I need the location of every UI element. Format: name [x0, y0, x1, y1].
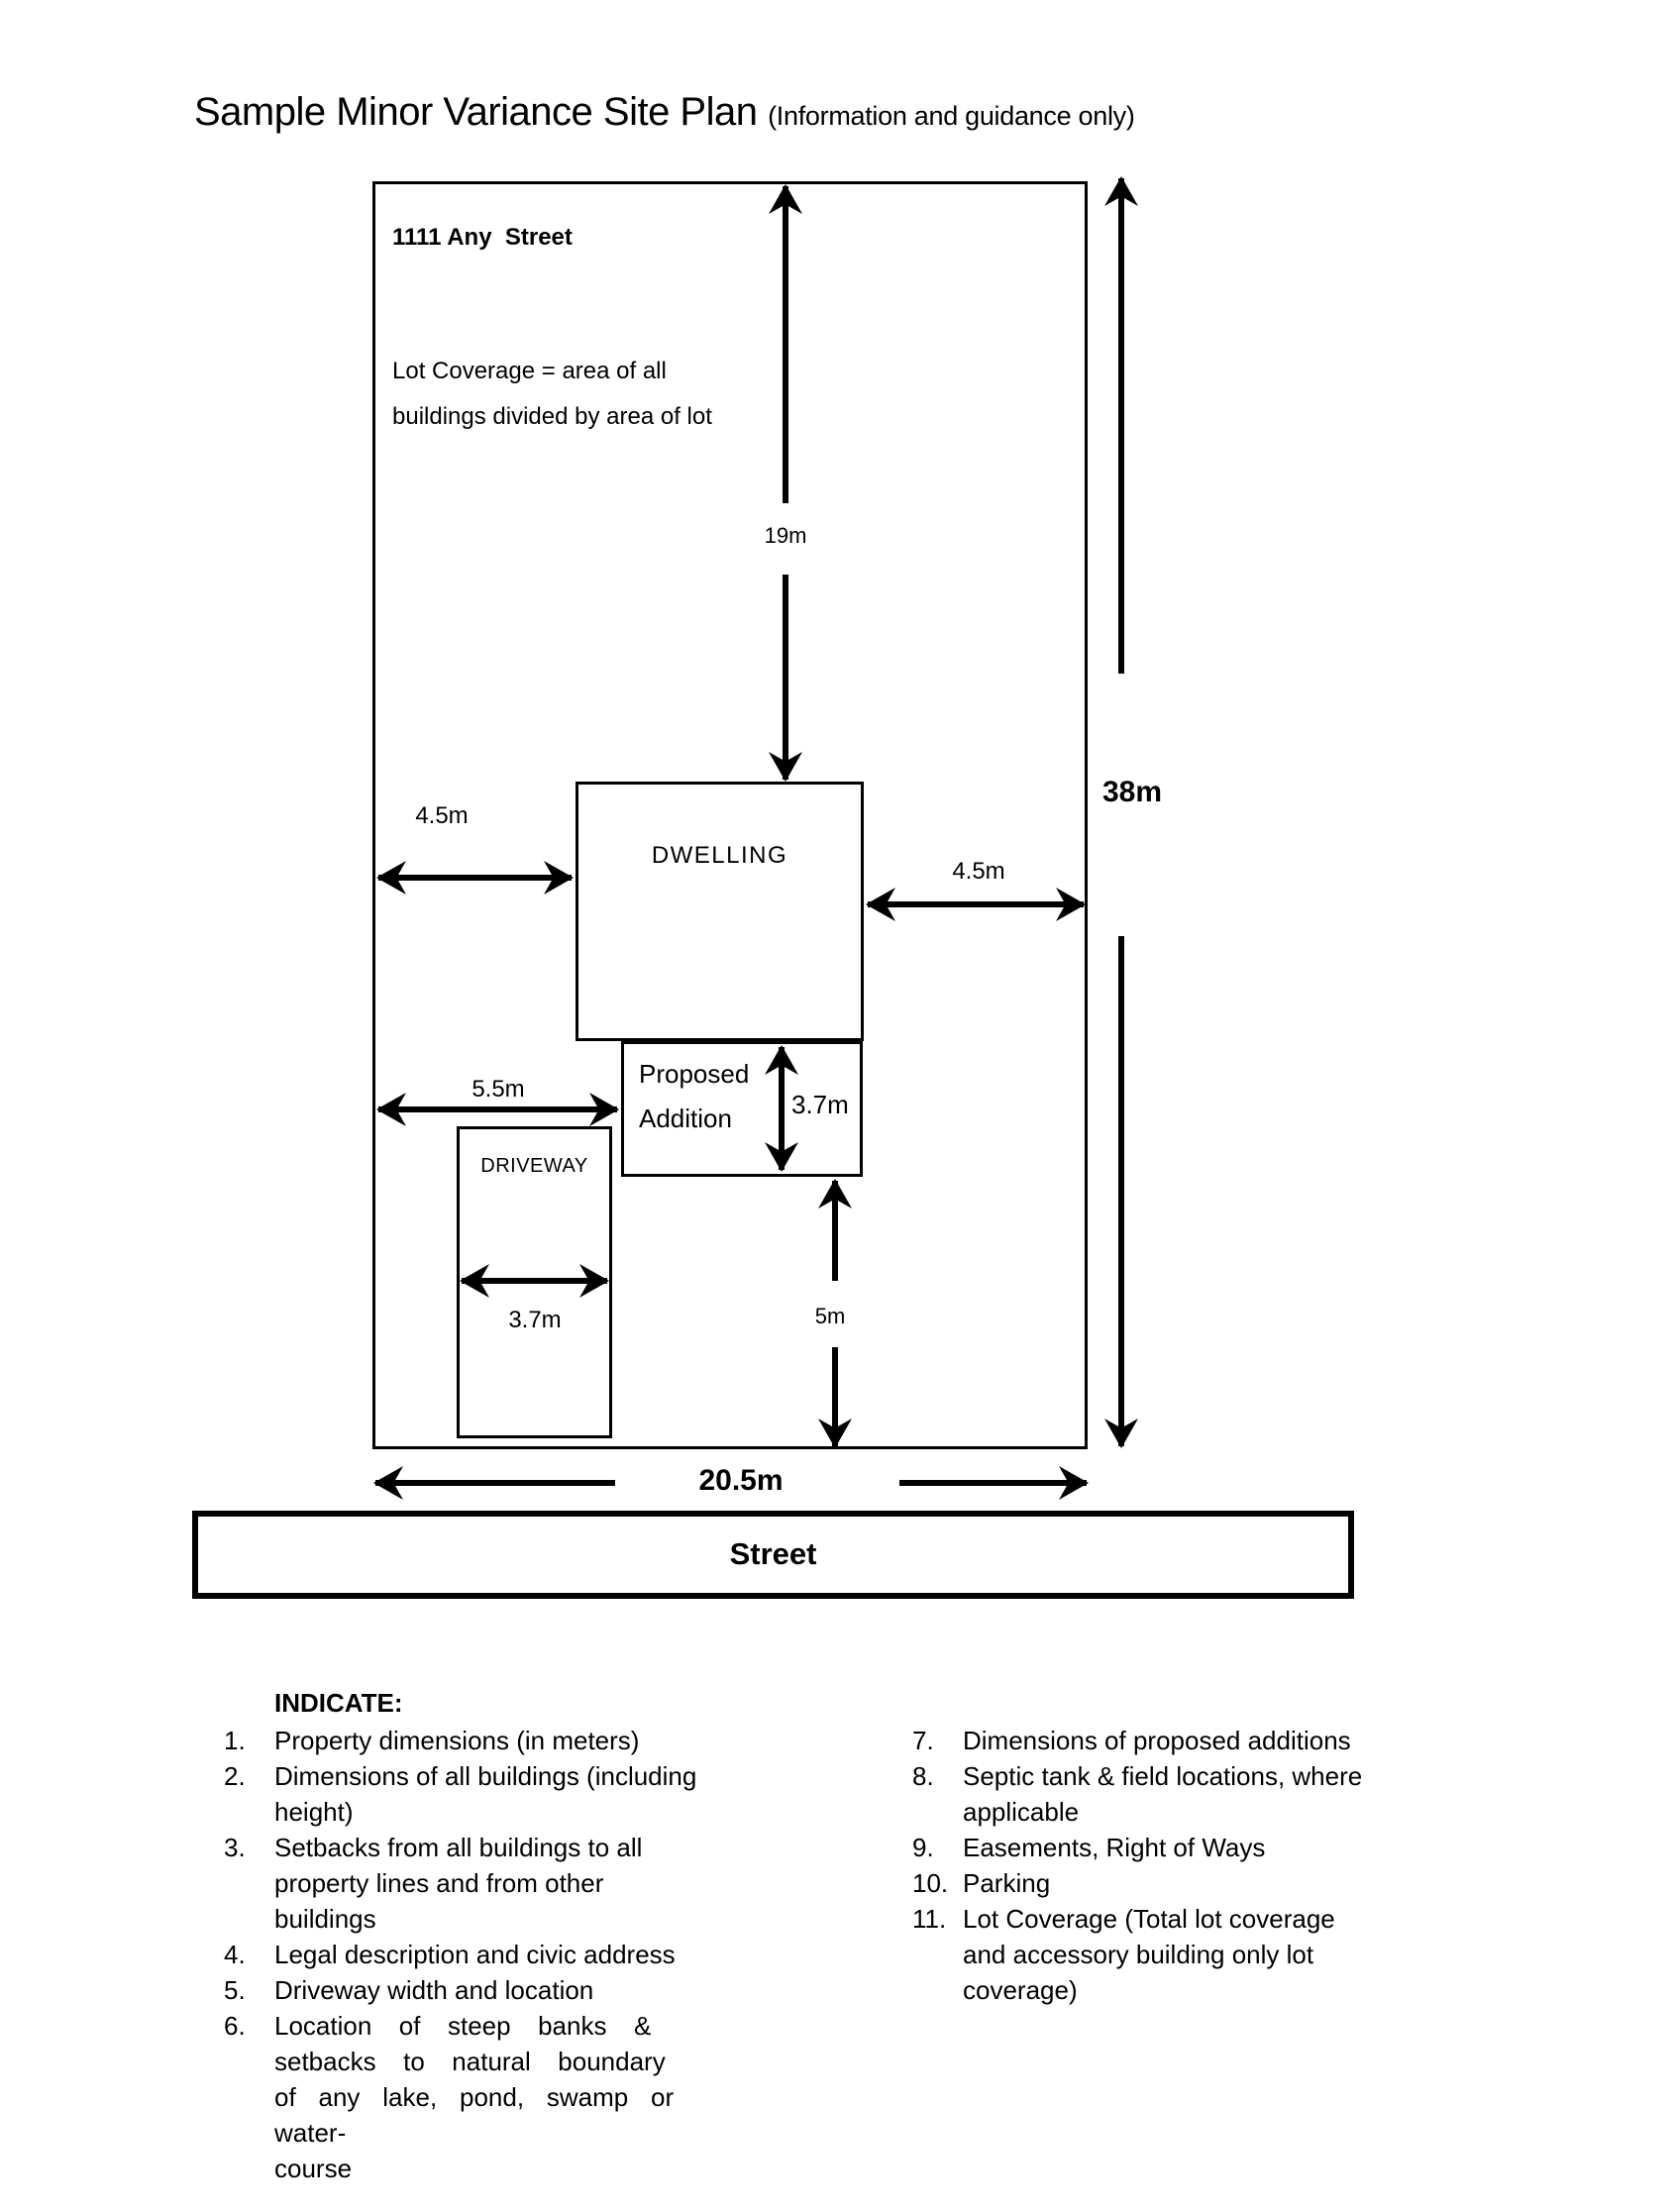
lot-depth-arrow-lower — [1104, 934, 1138, 1448]
indicate-item-line: of any lake, pond, swamp or water- — [274, 2082, 675, 2148]
arrow-line — [783, 186, 788, 503]
indicate-item-line: course — [274, 2154, 353, 2183]
indicate-item-line: buildings — [274, 1904, 376, 1934]
indicate-item-line: 3. Setbacks from all buildings to all — [224, 1830, 749, 1865]
arrow-line — [899, 1480, 1087, 1486]
driveway-width-arrow — [460, 1264, 609, 1298]
indicate-item-number: 2. — [224, 1761, 246, 1791]
front-setback-arrow-upper — [769, 184, 802, 505]
indicate-item-line: 11. Lot Coverage (Total lot coverage — [912, 1901, 1459, 1937]
arrow-line — [868, 901, 1084, 907]
indicate-heading: INDICATE: — [274, 1688, 403, 1718]
arrow-line — [783, 575, 788, 780]
indicate-item-line: 8. Septic tank & field locations, where — [912, 1758, 1459, 1794]
page-title-sub: (Information and guidance only) — [768, 101, 1135, 131]
indicate-item-line: 4. Legal description and civic address — [224, 1937, 749, 1972]
indicate-item-number: 1. — [224, 1726, 246, 1755]
side-setback-right-label: 4.5m — [952, 858, 1005, 885]
indicate-item-line: and accessory building only lot — [963, 1940, 1314, 1969]
lot-depth-label: 38m — [1101, 776, 1163, 808]
street-box — [192, 1511, 1354, 1599]
indicate-item-line: 5. Driveway width and location — [224, 1972, 749, 2008]
page-title — [194, 87, 1135, 146]
indicate-item-number: 9. — [912, 1833, 934, 1862]
front-setback-arrow-lower — [769, 573, 802, 782]
arrow-line — [375, 1480, 615, 1486]
indicate-item-number: 8. — [912, 1761, 934, 1791]
rear-setback-arrow-upper — [818, 1179, 852, 1283]
indicate-item-number: 11. — [912, 1904, 947, 1934]
indicate-item-line: 2. Dimensions of all buildings (including — [224, 1758, 749, 1794]
arrow-line — [462, 1278, 607, 1284]
rear-setback-arrow-lower — [818, 1345, 852, 1448]
indicate-item-number: 6. — [224, 2011, 246, 2041]
addition-side-setback-label: 5.5m — [471, 1076, 525, 1103]
side-setback-left-arrow — [376, 861, 574, 895]
indicate-item-line: coverage) — [963, 1975, 1078, 2005]
indicate-item-line: height) — [274, 1797, 354, 1827]
front-setback-label: 19m — [764, 523, 807, 548]
lot-width-arrow-left — [373, 1466, 617, 1500]
indicate-item-line: 7. Dimensions of proposed additions — [912, 1723, 1459, 1758]
arrow-line — [1118, 178, 1124, 674]
dwelling-label: DWELLING — [651, 842, 788, 869]
indicate-item-line: 1. Property dimensions (in meters) — [224, 1723, 749, 1758]
indicate-right-column — [912, 1723, 1459, 2008]
indicate-item-line: applicable — [963, 1797, 1080, 1827]
side-setback-left-label: 4.5m — [415, 802, 469, 829]
addition-depth-label: 3.7m — [791, 1090, 849, 1119]
proposed-addition-label-line1: Proposed — [639, 1059, 750, 1089]
lot-width-label: 20.5m — [698, 1464, 784, 1497]
rear-setback-label: 5m — [814, 1304, 846, 1328]
indicate-item-number: 4. — [224, 1940, 246, 1969]
lot-coverage-note-line1: Lot Coverage = area of all — [392, 358, 667, 384]
arrow-line — [378, 875, 572, 881]
lot-width-arrow-right — [897, 1466, 1089, 1500]
indicate-item-number: 7. — [912, 1726, 934, 1755]
indicate-item-line: property lines and from other — [274, 1868, 604, 1898]
indicate-left-column — [224, 1684, 749, 2186]
arrow-line — [378, 1106, 617, 1112]
dwelling-box — [576, 782, 864, 1041]
indicate-item-line: setbacks to natural boundary — [274, 2047, 666, 2076]
driveway-width-label: 3.7m — [508, 1307, 562, 1333]
indicate-left-items — [224, 1723, 749, 2186]
arrow-line — [1118, 936, 1124, 1446]
street-label: Street — [729, 1536, 817, 1571]
proposed-addition-label-line2: Addition — [639, 1104, 732, 1133]
indicate-item-number: 5. — [224, 1975, 246, 2005]
lot-coverage-note — [392, 349, 712, 440]
indicate-right-items — [912, 1723, 1459, 2008]
side-setback-right-arrow — [866, 888, 1086, 921]
driveway-label: DRIVEWAY — [480, 1155, 588, 1177]
lot-address: 1111 Any Street — [392, 224, 573, 251]
indicate-item-number: 10. — [912, 1868, 949, 1898]
lot-depth-arrow-upper — [1104, 176, 1138, 676]
indicate-item-number: 3. — [224, 1833, 246, 1862]
page-title-main: Sample Minor Variance Site Plan — [194, 90, 769, 134]
indicate-item-line: 9. Easements, Right of Ways — [912, 1830, 1459, 1865]
indicate-item-line: 6. Location of steep banks & — [224, 2008, 749, 2044]
indicate-item-line: 10. Parking — [912, 1865, 1459, 1901]
lot-coverage-note-line2: buildings divided by area of lot — [392, 403, 712, 430]
